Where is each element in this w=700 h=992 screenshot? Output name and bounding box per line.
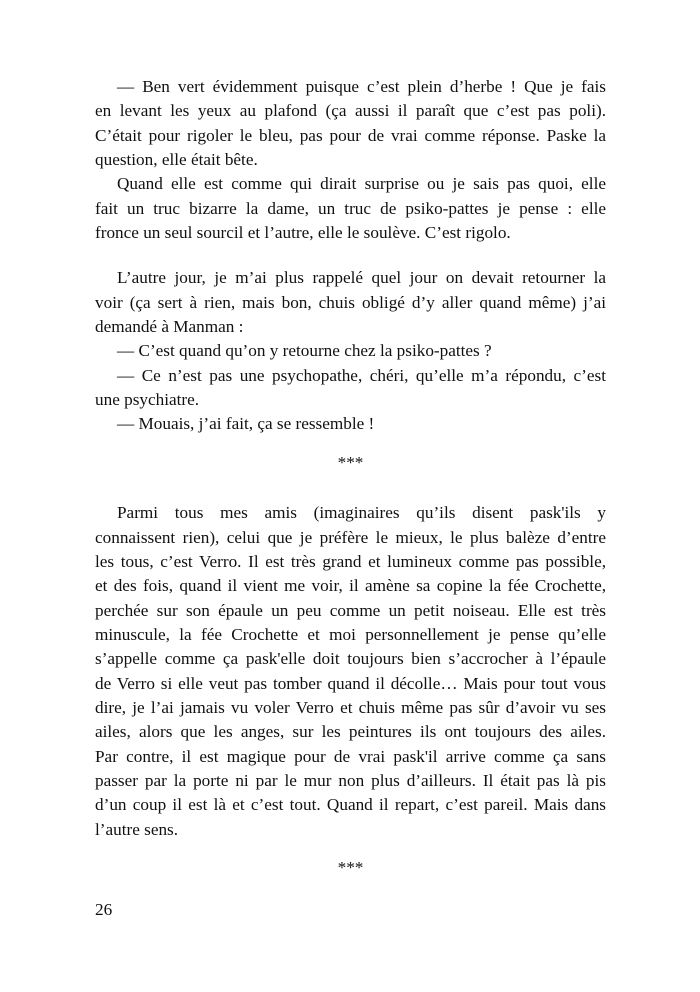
- text-line: les tous, c’est Verro. Il est très grand et lumineux comme pas possible,: [95, 551, 606, 571]
- text-line: l’autre sens.: [95, 819, 179, 839]
- paragraph: [95, 75, 606, 172]
- section-separator: ***: [337, 857, 364, 877]
- text-line: dire, je l’ai jamais vu voler Verro et chuis même pas sûr d’avoir vu ses: [95, 697, 606, 717]
- page-number: 26: [95, 900, 113, 919]
- paragraph: [95, 339, 606, 363]
- text-line: connaissent rien), celui que je préfère le mieux, le plus balèze d’entre: [95, 527, 606, 547]
- text-line: — Mouais, j’ai fait, ça se ressemble !: [117, 414, 375, 434]
- text-line: et des fois, quand il vient me voir, il amène sa copine la fée Crochette,: [95, 576, 606, 596]
- paragraph: [95, 266, 606, 339]
- text-line: — Ce n’est pas une psychopathe, chéri, qu’elle m’a répondu, c’est: [117, 365, 606, 385]
- paragraph: [95, 501, 606, 842]
- paragraph-gap: [95, 245, 606, 266]
- text-line: demandé à Manman :: [95, 317, 244, 337]
- text-line: question, elle était bête.: [95, 150, 258, 170]
- text-line: voir (ça sert à rien, mais bon, chuis obligé d’y aller quand même) j’ai: [95, 292, 606, 312]
- text-line: fait un truc bizarre la dame, un truc de psiko-pattes je pense : elle: [95, 198, 606, 218]
- text-line: une psychiatre.: [95, 390, 200, 410]
- text-line: C’était pour rigoler le bleu, pas pour de vrai comme réponse. Paske la: [95, 125, 606, 145]
- paragraph: [95, 412, 606, 436]
- text-line: s’appelle comme ça pask'elle doit toujours bien s’accrocher à l’épaule: [95, 649, 606, 669]
- text-line: — Ben vert évidemment puisque c’est plein d’herbe ! Que je fais: [117, 77, 606, 96]
- section-separator: ***: [337, 452, 364, 472]
- text-line: L’autre jour, je m’ai plus rappelé quel jour on devait retourner la: [117, 268, 606, 288]
- text-line: — C’est quand qu’on y retourne chez la psiko-pattes ?: [117, 341, 492, 361]
- text-line: Par contre, il est magique pour de vrai pask'il arrive comme ça sans: [95, 746, 606, 766]
- text-line: Quand elle est comme qui dirait surprise ou je sais pas quoi, elle: [117, 174, 606, 194]
- page-body: [95, 75, 606, 906]
- text-line: minuscule, la fée Crochette et moi personnellement je pense qu’elle: [95, 624, 606, 644]
- text-line: ailes, alors que les anges, sur les peintures ils ont toujours des ailes.: [95, 722, 606, 742]
- text-line: perchée sur son épaule un peu comme un petit noiseau. Elle est très: [95, 600, 606, 620]
- paragraph: [95, 364, 606, 413]
- text-line: de Verro si elle veut pas tomber quand il décolle… Mais pour tout vous: [95, 673, 606, 693]
- paragraph: [95, 172, 606, 245]
- text-line: Parmi tous mes amis (imaginaires qu’ils disent pask'ils y: [117, 503, 606, 523]
- text-line: d’un coup il est là et c’est tout. Quand il repart, c’est pareil. Mais dans: [95, 795, 606, 815]
- text-line: fronce un seul sourcil et l’autre, elle le soulève. C’est rigolo.: [95, 223, 511, 243]
- text-line: en levant les yeux au plafond (ça aussi il paraît que c’est pas poli).: [95, 101, 606, 121]
- text-line: passer par la porte ni par le mur non plus d’ailleurs. Il était pas là pis: [95, 770, 606, 790]
